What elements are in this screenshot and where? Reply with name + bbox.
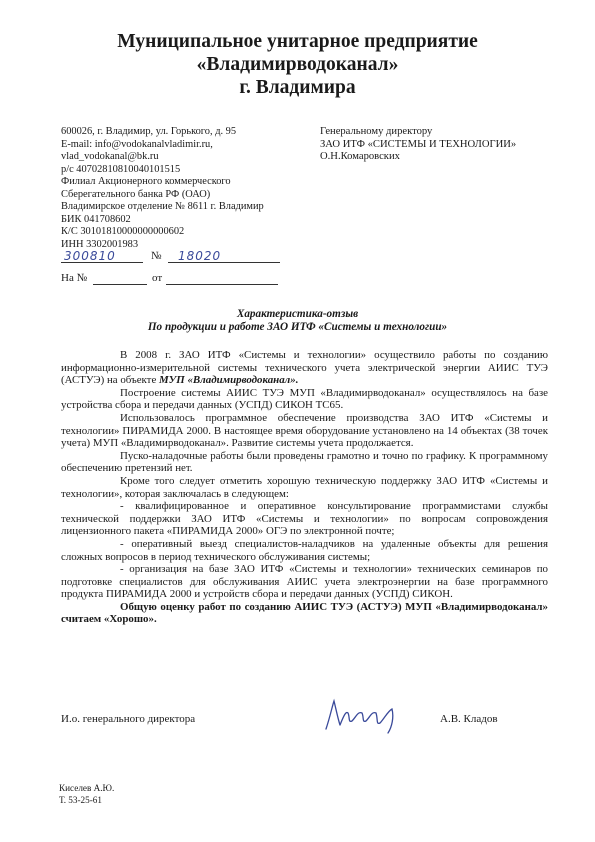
reg-ot-label: от: [152, 272, 163, 284]
paragraph-6: - квалифицированное и оперативное консультирование программистами службы технической поддержки ЗАО ИТФ «Системы и технологии» по вопросам сопровождения лицензионного пакета «ПИРАМИДА 2000» ОГЭ по электронной почте;: [61, 500, 548, 538]
sender-inn: ИНН 3302001983: [61, 238, 139, 250]
letterhead-line-1: Муниципальное унитарное предприятие: [117, 31, 478, 52]
document-title: [0, 308, 595, 334]
title-line-1: Характеристика-отзыв: [236, 308, 359, 320]
recipient-name: О.Н.Комаровских: [320, 151, 400, 162]
reg-ot-underline: [166, 284, 278, 285]
paragraph-4: Пуско-наладочные работы были проведены грамотно и точно по графику. К программному обеспечению претензий нет.: [61, 449, 548, 475]
reg-na-underline: [93, 284, 147, 285]
sender-account: р/с 40702810810040101515: [61, 163, 181, 175]
letterhead-line-3: г. Владимира: [239, 77, 356, 98]
sender-bik: БИК 041708602: [61, 213, 131, 225]
recipient-company: ЗАО ИТФ «СИСТЕМЫ И ТЕХНОЛОГИИ»: [320, 138, 517, 150]
executor-name: Киселев А.Ю.: [59, 783, 115, 793]
reg-na-label: На №: [61, 272, 88, 284]
sender-bank-3: Владимирское отделение № 8611 г. Владимир: [61, 201, 264, 212]
signatory-role: И.о. генерального директора: [61, 713, 196, 725]
paragraph-9: [61, 601, 548, 626]
paragraph-1: [61, 349, 548, 387]
sender-ks: К/С 30101810000000000602: [61, 226, 185, 237]
paragraph-1-bold: МУП «Владимирводоканал».: [159, 374, 299, 387]
sender-email-1: E-mail: info@vodokanalvladimir.ru,: [61, 138, 213, 150]
sender-bank-1: Филиал Акционерного коммерческого: [61, 176, 231, 187]
sender-address: 600026, г. Владимир, ул. Горького, д. 95: [61, 126, 237, 137]
title-line-2: По продукции и работе ЗАО ИТФ «Системы и технологии»: [147, 321, 448, 333]
letterhead-line-2: «Владимирводоканал»: [196, 54, 399, 75]
recipient-position: Генеральному директору: [320, 126, 433, 137]
reg-date-handwritten: 300810: [64, 249, 116, 263]
recipient-block: [320, 126, 516, 164]
letter-body: [61, 349, 548, 626]
handwritten-signature: [318, 695, 418, 735]
paragraph-1-text: В 2008 г. ЗАО ИТФ «Системы и технологии» осуществило работы по созданию информационно-измерительной системы технического учета электрической энергии АИИС ТУЭ (АСТУЭ) на объекте: [61, 349, 548, 387]
paragraph-7: - оперативный выезд специалистов-наладчиков на удаленные объекты для решения сложных вопросов в период технического обслуживания системы;: [61, 537, 548, 563]
reg-number-handwritten: 18020: [178, 249, 222, 263]
executor-phone: Т. 53-25-61: [59, 794, 102, 805]
paragraph-8: - организация на базе ЗАО ИТФ «Системы и технологии» технических семинаров по подготовке специалистов для обслуживания АИИС учета электроэнергии на базе программного продукта ПИРАМИДА 2000 и устройств сбора и передачи данных (УСПД) СИКОН.: [61, 563, 548, 601]
paragraph-5: Кроме того следует отметить хорошую техническую поддержку ЗАО ИТФ «Системы и технологии», которая заключалась в следующем:: [61, 474, 548, 500]
reg-number-sign: №: [151, 250, 162, 262]
signatory-name: А.В. Кладов: [440, 713, 498, 725]
footer-executor: [59, 783, 114, 806]
paragraph-9-bold: Общую оценку работ по созданию АИИС ТУЭ (АСТУЭ) МУП «Владимирводоканал» считаем «Хорошо».: [61, 600, 548, 626]
paragraph-2: Построение системы АИИС ТУЭ МУП «Владимирводоканал» осуществлялось на базе устройства сбора и передачи данных (УСПД) СИКОН ТС65.: [61, 386, 548, 412]
sender-email-2: vlad_vodokanal@bk.ru: [61, 151, 159, 162]
sender-bank-2: Сберегательного банка РФ (ОАО): [61, 188, 211, 200]
letterhead: [0, 30, 595, 99]
paragraph-3: Использовалось программное обеспечение производства ЗАО ИТФ «Системы и технологии» ПИРАМИДА 2000. В настоящее время оборудование установлено на 14 объектах (38 точек учета) МУП «Владимирводоканал». Развитие системы учета продолжается.: [61, 411, 548, 450]
sender-details: [61, 126, 264, 251]
